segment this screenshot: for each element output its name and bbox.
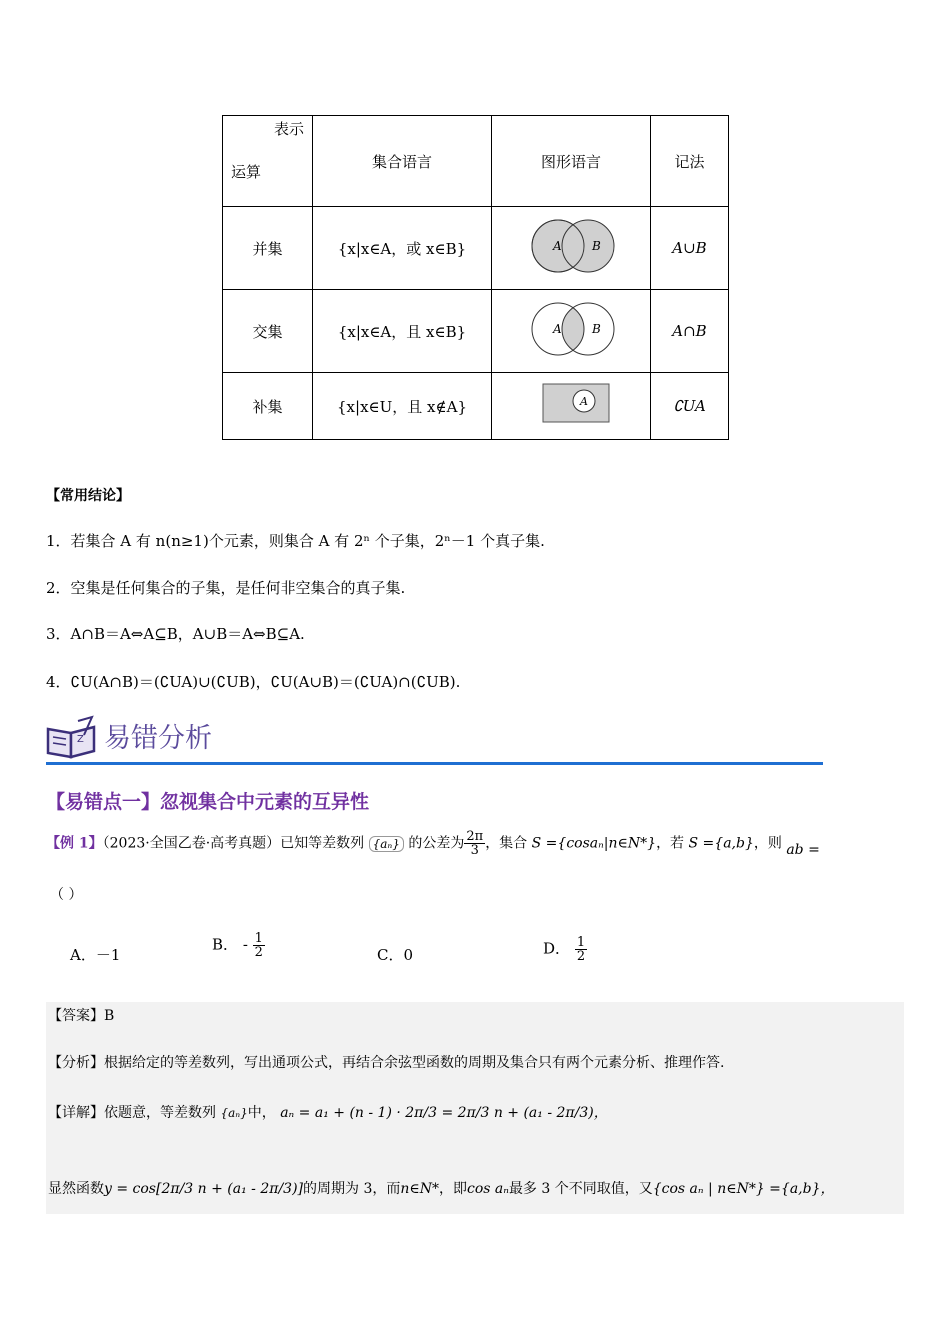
row-set-language: {x|x∈A，且 x∈B} <box>313 290 492 373</box>
detail-text: 依题意，等差数列 <box>104 1105 216 1121</box>
conclusion-item: 1．若集合 A 有 n(n≥1)个元素，则集合 A 有 2ⁿ 个子集，2ⁿ－1 个真子集. <box>46 532 545 550</box>
set-operations-table <box>222 115 729 440</box>
open-book-icon <box>44 715 100 761</box>
row-notation: ∁UA <box>651 373 729 440</box>
row-name: 补集 <box>223 373 313 440</box>
detail-text: 中， <box>247 1105 276 1121</box>
venn-label-b: B <box>592 239 601 253</box>
venn-label-a: A <box>553 239 562 253</box>
error-point-title: 【易错点一】忽视集合中元素的互异性 <box>46 791 370 813</box>
venn-intersection-diagram <box>496 290 646 368</box>
conclusions-title: 【常用结论】 <box>46 488 130 504</box>
cos-set-formula: {cos aₙ | n∈N*} ={a,b}， <box>652 1181 835 1197</box>
general-term-formula: aₙ = a₁ + (n - 1) · 2π/3 = 2π/3 n + (a₁ - 2π/3)， <box>280 1105 608 1121</box>
table-row <box>223 373 729 440</box>
row-set-language: {x|x∈A，或 x∈B} <box>313 207 492 290</box>
example-text: 的公差为 <box>408 835 465 852</box>
venn-label-a: A <box>580 395 588 408</box>
conclusion-item: 2．空集是任何集合的子集，是任何非空集合的真子集. <box>46 579 406 597</box>
venn-complement-diagram <box>531 382 611 426</box>
sequence-symbol: {aₙ} <box>369 836 404 852</box>
set-s-formula: S ={cosaₙ|n∈N*} <box>531 835 657 852</box>
venn-intersection-cell <box>492 290 651 373</box>
row-name: 交集 <box>223 290 313 373</box>
answer-line: 【答案】B <box>48 1008 115 1024</box>
table-row <box>223 207 729 290</box>
example-question <box>46 830 916 870</box>
table-corner-cell <box>223 116 313 207</box>
detail-text: 的周期为 3，而 <box>303 1181 401 1197</box>
option-c[interactable]: C．0 <box>377 946 414 964</box>
detail-line-2 <box>48 1178 835 1218</box>
conclusion-item: 4．∁U(A∩B)＝(∁UA)∪(∁UB)，∁U(A∪B)＝(∁UA)∩(∁UB). <box>46 673 461 691</box>
venn-union-diagram <box>496 207 646 285</box>
analysis-line: 【分析】根据给定的等差数列，写出通项公式，再结合余弦型函数的周期及集合只有两个元素分析、推理作答. <box>48 1055 725 1071</box>
corner-bottom-label: 运算 <box>231 163 262 181</box>
answer-paren: （ ） <box>50 887 83 903</box>
detail-text: 显然函数 <box>48 1181 104 1197</box>
banner-title: 易错分析 <box>104 723 212 754</box>
example-tag: 【例 1】 <box>46 835 103 852</box>
option-a[interactable]: A．－1 <box>70 946 121 964</box>
venn-label-b: B <box>592 322 601 336</box>
venn-label-a: A <box>553 322 562 336</box>
example-text: ，若 <box>656 835 685 852</box>
corner-top-label: 表示 <box>273 120 304 138</box>
option-d[interactable]: D． $\frac{1}{2}$ <box>543 935 586 964</box>
conclusion-item: 3．A∩B＝A⇔A⊆B，A∪B＝A⇔B⊆A. <box>46 625 305 643</box>
example-text: ，则 <box>753 835 782 852</box>
table-row <box>223 290 729 373</box>
example-source: （2023·全国乙卷·高考真题）已知等差数列 <box>102 835 365 852</box>
row-notation: A∪B <box>651 207 729 290</box>
venn-complement-cell <box>492 373 651 440</box>
cos-function-formula: y = cos[2π/3 n + (a₁ - 2π/3)] <box>104 1181 303 1197</box>
svg-text:Z: Z <box>77 734 84 745</box>
detail-tag: 【详解】 <box>48 1105 104 1121</box>
header-graphic-language: 图形语言 <box>492 116 651 207</box>
cos-an: cos aₙ <box>467 1181 509 1197</box>
row-set-language: {x|x∈U，且 x∉A} <box>313 373 492 440</box>
n-in-n-star: n∈N* <box>400 1181 439 1197</box>
option-b[interactable]: B． - $\frac{1}{2}$ <box>212 931 263 960</box>
example-text: ，集合 <box>485 835 528 852</box>
row-notation: A∩B <box>651 290 729 373</box>
row-name: 并集 <box>223 207 313 290</box>
detail-line-1 <box>48 1102 608 1142</box>
header-set-language: 集合语言 <box>313 116 492 207</box>
detail-text: ，即 <box>439 1181 467 1197</box>
common-difference-fraction: $\frac{2\pi}{3}$ <box>466 829 484 858</box>
detail-text: 最多 3 个不同取值，又 <box>508 1181 653 1197</box>
detail-sequence: {aₙ} <box>220 1106 248 1120</box>
venn-union-cell <box>492 207 651 290</box>
ask-ab: ab = <box>786 841 820 858</box>
header-notation: 记法 <box>651 116 729 207</box>
banner-rule <box>46 762 823 765</box>
set-ab-formula: S ={a,b} <box>688 835 754 852</box>
